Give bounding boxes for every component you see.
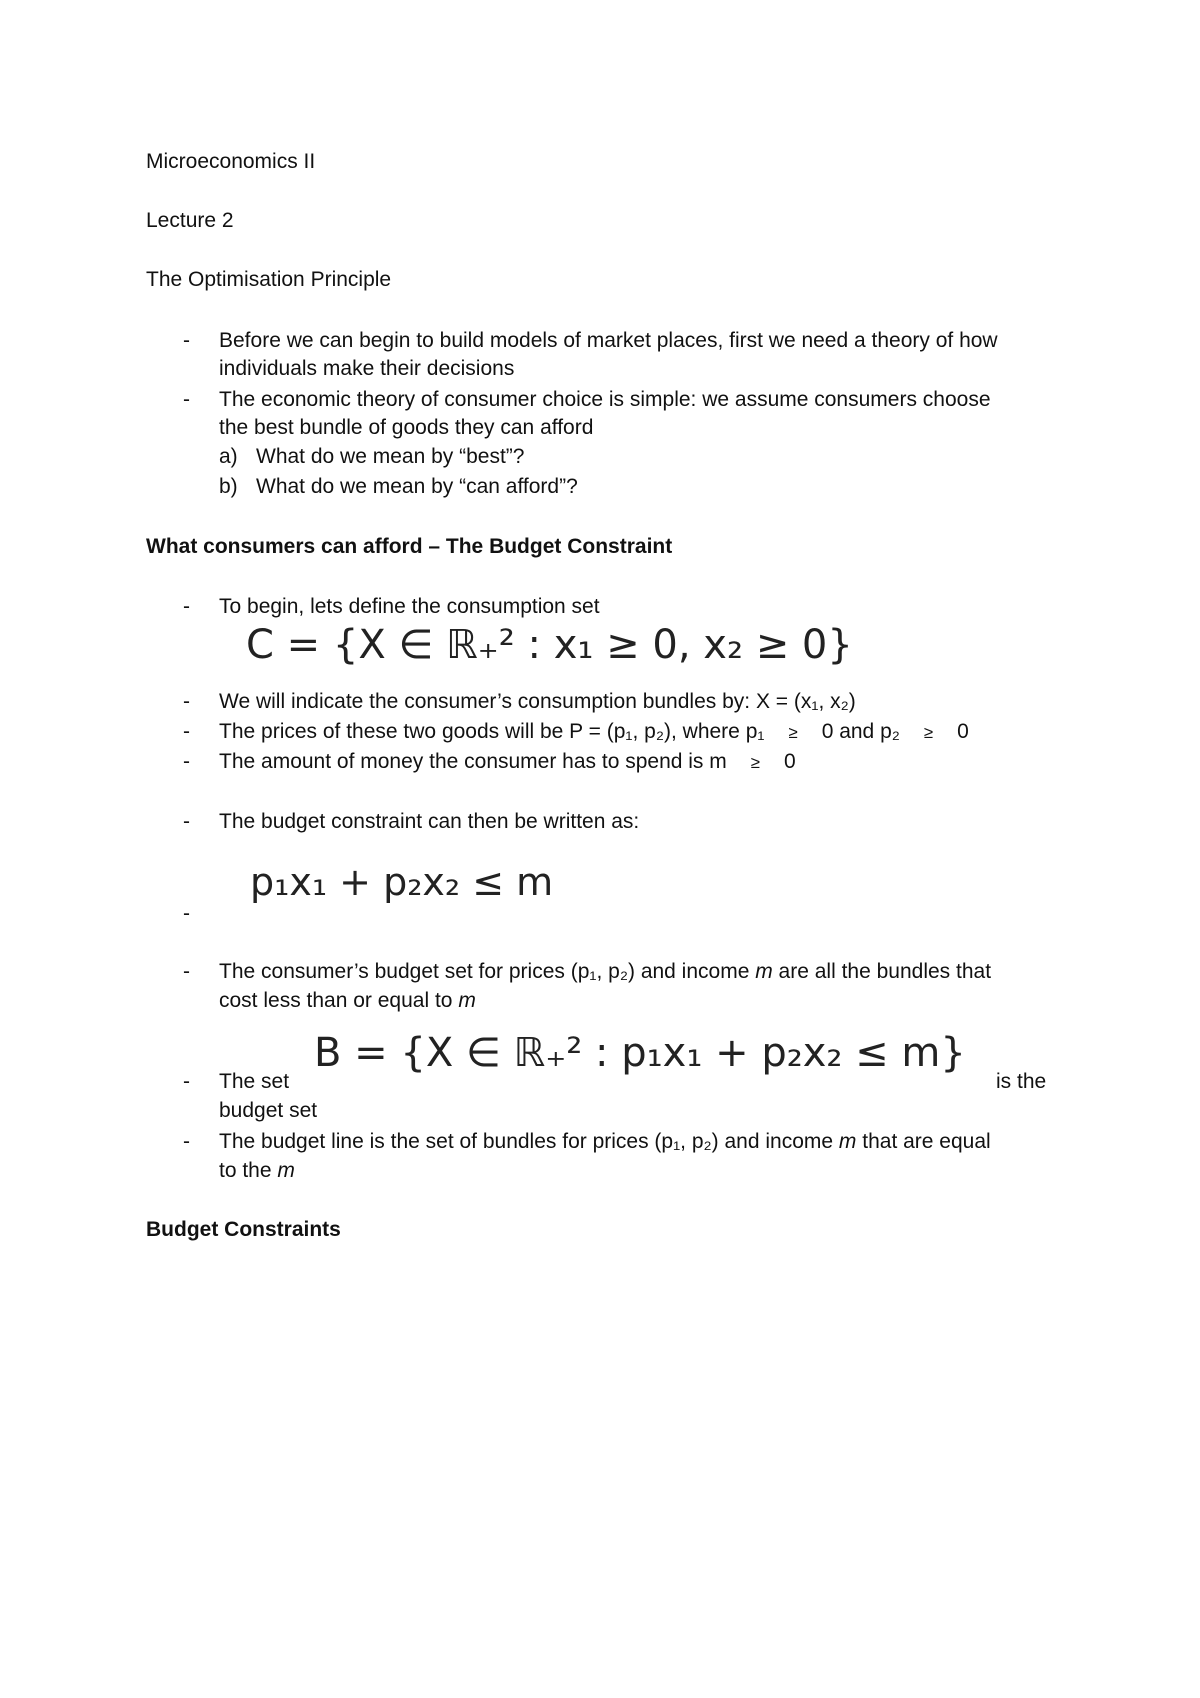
prices-text-part-1: The prices of these two goods will be P = (p₁, p₂), where p₁: [219, 720, 765, 743]
bullet-marker: -: [183, 810, 190, 833]
budget-constraint-intro: The budget constraint can then be written as:: [219, 810, 640, 833]
consumption-set-intro: To begin, lets define the consumption set: [219, 595, 600, 618]
consumption-set-formula: [246, 622, 853, 668]
bullet-marker: -: [183, 388, 190, 411]
income-text: [219, 748, 796, 777]
question-b-label: b): [219, 475, 238, 498]
prices-text: [219, 718, 969, 747]
geq-symbol: ≥: [788, 723, 798, 742]
bullet-marker: -: [183, 902, 190, 925]
budget-set-definition-part-1: The consumer’s budget set for prices (p₁, p₂) and income: [219, 960, 756, 983]
section-heading-budget-constraint: What consumers can afford – The Budget Constraint: [146, 535, 673, 558]
intro-bullet-1-line-2: individuals make their decisions: [219, 357, 515, 380]
question-a-text: What do we mean by “best”?: [256, 445, 525, 468]
budget-set-label-part-1: The set: [219, 1070, 290, 1093]
question-a-label: a): [219, 445, 238, 468]
course-title: Microeconomics II: [146, 150, 316, 173]
budget-line-definition-line-1: [219, 1128, 991, 1156]
bullet-marker: -: [183, 960, 190, 983]
section-heading-budget-constraints: Budget Constraints: [146, 1218, 341, 1241]
intro-bullet-2-line-1: The economic theory of consumer choice is simple: we assume consumers choose: [219, 388, 991, 411]
prices-text-part-3: 0: [957, 720, 969, 743]
geq-symbol: ≥: [923, 723, 934, 742]
bullet-marker: -: [183, 690, 190, 713]
income-variable: m: [277, 1159, 295, 1182]
bullet-marker: -: [183, 720, 190, 743]
income-variable: m: [755, 960, 773, 983]
budget-set-definition-line-1: [219, 958, 991, 986]
bullet-marker: -: [183, 1070, 190, 1093]
budget-line-definition-part-1: The budget line is the set of bundles for prices (p₁, p₂) and income: [219, 1130, 839, 1153]
consumption-set-formula-text: C = {X ∈ ℝ₊² : x₁ ≥ 0, x₂ ≥ 0}: [246, 622, 853, 668]
intro-bullet-1-line-1: Before we can begin to build models of market places, first we need a theory of how: [219, 329, 998, 352]
budget-set-definition-line-2: [219, 987, 476, 1015]
budget-line-definition-line-2: [219, 1157, 295, 1185]
section-heading-optimisation: The Optimisation Principle: [146, 268, 392, 291]
income-text-part-2: 0: [783, 750, 796, 773]
budget-constraint-formula-text: p₁x₁ + p₂x₂ ≤ m: [250, 860, 554, 904]
budget-line-definition-part-3: to the: [219, 1159, 278, 1182]
budget-set-formula-text: B = {X ∈ ℝ₊² : p₁x₁ + p₂x₂ ≤ m}: [314, 1030, 966, 1076]
income-variable: m: [458, 989, 476, 1012]
budget-set-label-part-3: budget set: [219, 1099, 318, 1122]
prices-text-part-2: 0 and p₂: [821, 720, 900, 743]
question-b-text: What do we mean by “can afford”?: [256, 475, 578, 498]
geq-symbol: ≥: [750, 753, 760, 772]
budget-line-definition-part-2: that are equal: [856, 1130, 991, 1153]
consumption-bundles-text: We will indicate the consumer’s consumption bundles by: X = (x₁, x₂): [219, 690, 856, 713]
bullet-marker: -: [183, 329, 190, 352]
bullet-marker: -: [183, 1130, 190, 1153]
budget-set-formula: [314, 1030, 966, 1076]
budget-constraint-formula: [250, 860, 553, 904]
budget-set-definition-part-2: are all the bundles that: [772, 960, 992, 983]
budget-set-definition-part-3: cost less than or equal to: [219, 989, 459, 1012]
income-text-part-1: The amount of money the consumer has to spend is m: [219, 750, 727, 773]
budget-set-label-part-2: is the: [996, 1070, 1047, 1093]
intro-bullet-2-line-2: the best bundle of goods they can afford: [219, 416, 594, 439]
bullet-marker: -: [183, 750, 190, 773]
bullet-marker: -: [183, 595, 190, 618]
income-variable: m: [838, 1130, 857, 1153]
lecture-title: Lecture 2: [146, 209, 234, 232]
